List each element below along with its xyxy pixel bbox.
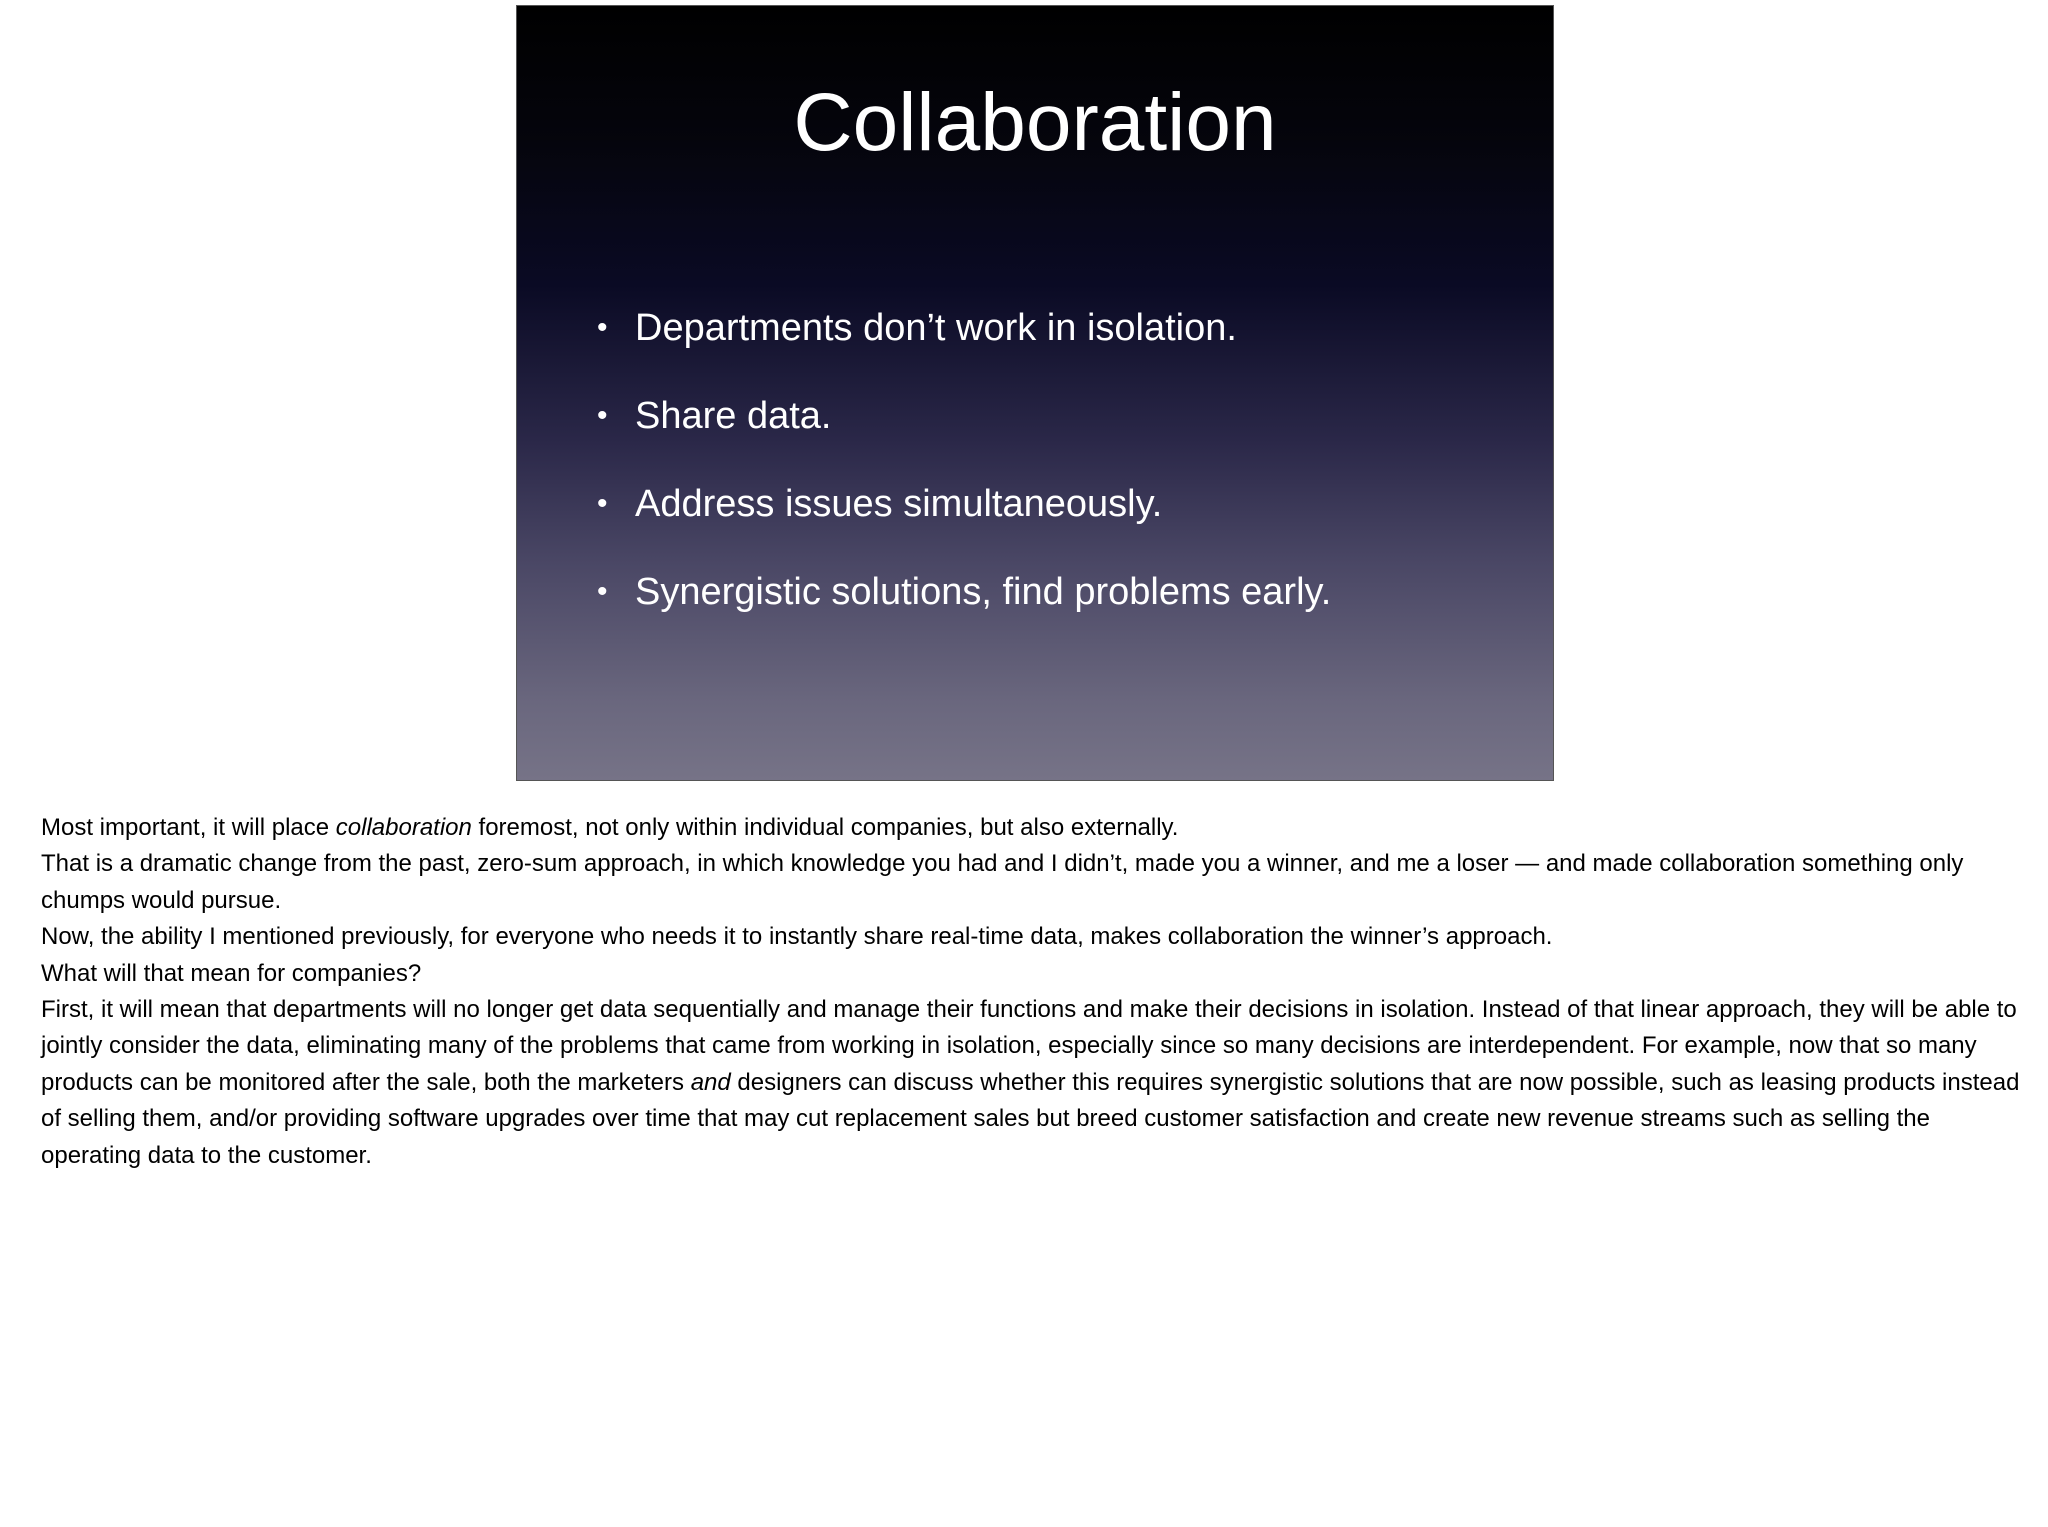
bullet-item bbox=[597, 394, 1331, 438]
notes-paragraph: Now, the ability I mentioned previously, for everyone who needs it to instantly share real-time data, makes collaboration the winner’s approach. bbox=[41, 923, 1553, 951]
bullet-text: Share data. bbox=[635, 395, 832, 437]
notes-paragraph: What will that mean for companies? bbox=[41, 959, 422, 987]
bullet-item bbox=[597, 306, 1331, 350]
speaker-notes bbox=[41, 810, 2031, 1174]
notes-text: Most important, it will place bbox=[41, 814, 336, 841]
notes-emphasis: collaboration bbox=[335, 814, 472, 841]
bullet-icon: • bbox=[597, 399, 608, 432]
bullet-icon: • bbox=[597, 311, 608, 344]
notes-text: designers can discuss whether this requires synergistic solutions that are now possible, such as leasing products instead of selling them, and/or providing software upgrades over time that may cut replacement sales but breed customer satisfaction and create new revenue streams such as selling the operating data to the customer. bbox=[41, 1068, 2020, 1169]
bullet-text: Synergistic solutions, find problems early. bbox=[635, 571, 1332, 613]
notes-paragraph: That is a dramatic change from the past, zero-sum approach, in which knowledge you had and I didn’t, made you a winner, and me a loser — and made collaboration something only chumps would pursue. bbox=[41, 850, 1964, 914]
slide bbox=[516, 5, 1554, 781]
bullet-list bbox=[597, 306, 1331, 658]
bullet-icon: • bbox=[597, 575, 608, 608]
bullet-text: Address issues simultaneously. bbox=[635, 483, 1163, 525]
notes-text: First, it will mean that departments will no longer get data sequentially and manage their functions and make their decisions in isolation. Instead of that linear approach, they will be able to jointly consider the data, eliminating many of the problems that came from working in isolation, especially since so many decisions are interdependent. For example, now that so many products can be monitored after the sale, both the marketers bbox=[41, 996, 2017, 1096]
bullet-text: Departments don’t work in isolation. bbox=[635, 307, 1237, 349]
slide-title: Collaboration bbox=[793, 77, 1277, 168]
bullet-item bbox=[597, 570, 1331, 614]
notes-text: foremost, not only within individual companies, but also externally. bbox=[471, 814, 1179, 841]
bullet-item bbox=[597, 482, 1331, 526]
notes-paragraph bbox=[41, 810, 2031, 846]
bullet-icon: • bbox=[597, 487, 608, 520]
notes-paragraph bbox=[41, 992, 2031, 1174]
notes-emphasis: and bbox=[690, 1068, 731, 1096]
